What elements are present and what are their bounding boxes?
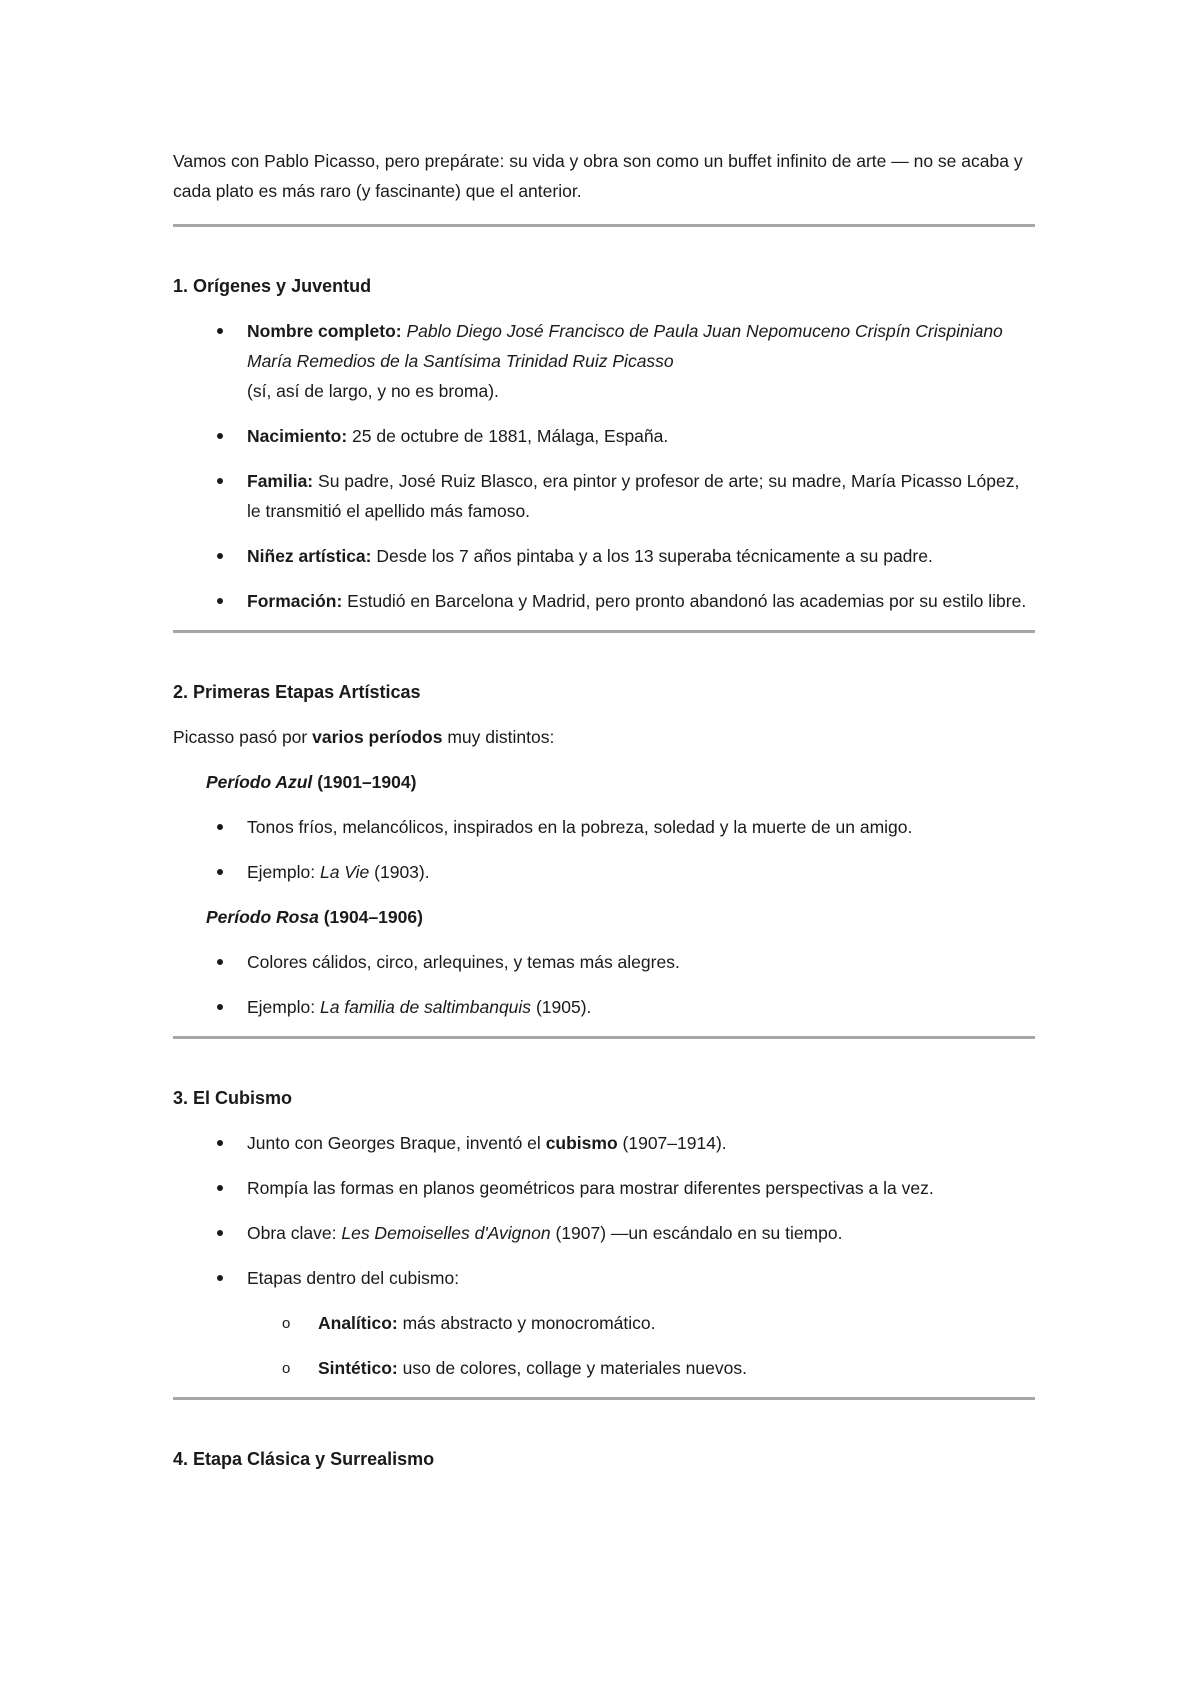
item-label: Formación: bbox=[247, 591, 343, 611]
period-years: (1901–1904) bbox=[317, 772, 417, 792]
list-item bbox=[173, 1128, 1035, 1158]
section-heading-1 bbox=[173, 271, 1035, 301]
period-heading-azul bbox=[173, 767, 1035, 797]
list-item bbox=[173, 947, 1035, 977]
item-bold: cubismo bbox=[545, 1133, 618, 1153]
artwork-year: (1905). bbox=[535, 997, 592, 1017]
full-name-text: Pablo Diego José Francisco de Paula Juan Nepomuceno Crispín Crispiniano María Remedios de la Santísima Trinidad Ruiz Picasso bbox=[247, 321, 1003, 371]
period-years: (1904–1906) bbox=[323, 907, 423, 927]
example-label: Ejemplo: bbox=[247, 862, 316, 882]
item-text: Rompía las formas en planos geométricos para mostrar diferentes perspectivas a la vez. bbox=[247, 1178, 934, 1198]
document-body bbox=[173, 146, 1035, 1474]
item-text: Estudió en Barcelona y Madrid, pero pronto abandonó las academias por su estilo libre. bbox=[347, 591, 1027, 611]
list-item bbox=[173, 421, 1035, 451]
section-heading-4 bbox=[173, 1444, 1035, 1474]
bullet-list bbox=[173, 316, 1035, 616]
item-label: Nacimiento: bbox=[247, 426, 348, 446]
section-title: Orígenes y Juventud bbox=[193, 276, 372, 296]
section-heading-3 bbox=[173, 1083, 1035, 1113]
item-text: Desde los 7 años pintaba y a los 13 superaba técnicamente a su padre. bbox=[376, 546, 933, 566]
list-item bbox=[173, 1218, 1035, 1248]
item-text: (sí, así de largo, y no es broma). bbox=[247, 381, 499, 401]
intro-paragraph: Vamos con Pablo Picasso, pero prepárate: su vida y obra son como un buffet infinito de arte — no se acaba y cada plato es más raro (y fascinante) que el anterior. bbox=[173, 151, 1023, 201]
section-title: Primeras Etapas Artísticas bbox=[193, 682, 421, 702]
horizontal-rule bbox=[173, 1397, 1035, 1400]
item-text: Su padre, José Ruiz Blasco, era pintor y profesor de arte; su madre, María Picasso López, le transmitió el apellido más famoso. bbox=[247, 471, 1020, 521]
section-heading-2 bbox=[173, 677, 1035, 707]
artwork-title: Les Demoiselles d'Avignon bbox=[341, 1223, 551, 1243]
sub-list-item bbox=[173, 1308, 1035, 1338]
item-text: uso de colores, collage y materiales nuevos. bbox=[402, 1358, 747, 1378]
bullet-list bbox=[173, 947, 1035, 1022]
section-lead bbox=[173, 722, 1035, 752]
artwork-title: La Vie bbox=[319, 862, 370, 882]
item-label: Nombre completo: bbox=[247, 321, 402, 341]
item-text: Etapas dentro del cubismo: bbox=[247, 1268, 460, 1288]
item-text: más abstracto y monocromático. bbox=[402, 1313, 656, 1333]
horizontal-rule bbox=[173, 630, 1035, 633]
item-text: (1907) —un escándalo en su tiempo. bbox=[555, 1223, 843, 1243]
item-text: Colores cálidos, circo, arlequines, y temas más alegres. bbox=[247, 952, 680, 972]
section-number: 1. bbox=[173, 276, 189, 296]
artwork-year: (1903). bbox=[374, 862, 430, 882]
list-item bbox=[173, 857, 1035, 887]
list-item bbox=[173, 992, 1035, 1022]
item-text: 25 de octubre de 1881, Málaga, España. bbox=[352, 426, 669, 446]
lead-bold: varios períodos bbox=[312, 727, 443, 747]
list-item bbox=[173, 1173, 1035, 1203]
sub-list bbox=[173, 1308, 1035, 1383]
section-number: 2. bbox=[173, 682, 189, 702]
item-label: Niñez artística: bbox=[247, 546, 372, 566]
horizontal-rule bbox=[173, 1036, 1035, 1039]
item-label: Familia: bbox=[247, 471, 314, 491]
item-text: (1907–1914). bbox=[622, 1133, 727, 1153]
section-title: El Cubismo bbox=[193, 1088, 293, 1108]
item-text: Tonos fríos, melancólicos, inspirados en la pobreza, soledad y la muerte de un amigo. bbox=[247, 817, 913, 837]
item-label: Analítico: bbox=[318, 1313, 398, 1333]
list-item bbox=[173, 466, 1035, 526]
period-name: Período Azul bbox=[206, 772, 313, 792]
list-item bbox=[173, 586, 1035, 616]
item-label: Sintético: bbox=[318, 1358, 398, 1378]
lead-text: muy distintos: bbox=[447, 727, 555, 747]
item-text: Junto con Georges Braque, inventó el bbox=[247, 1133, 541, 1153]
section-number: 4. bbox=[173, 1449, 189, 1469]
horizontal-rule bbox=[173, 224, 1035, 227]
example-label: Obra clave: bbox=[247, 1223, 337, 1243]
period-name: Período Rosa bbox=[206, 907, 319, 927]
section-number: 3. bbox=[173, 1088, 189, 1108]
list-item bbox=[173, 812, 1035, 842]
lead-text: Picasso pasó por bbox=[173, 727, 308, 747]
artwork-title: La familia de saltimbanquis bbox=[319, 997, 532, 1017]
example-label: Ejemplo: bbox=[247, 997, 316, 1017]
list-item bbox=[173, 1263, 1035, 1293]
sub-list-item bbox=[173, 1353, 1035, 1383]
bullet-list bbox=[173, 1128, 1035, 1293]
list-item bbox=[173, 316, 1035, 406]
list-item bbox=[173, 541, 1035, 571]
section-title: Etapa Clásica y Surrealismo bbox=[193, 1449, 435, 1469]
period-heading-rosa bbox=[173, 902, 1035, 932]
bullet-list bbox=[173, 812, 1035, 887]
